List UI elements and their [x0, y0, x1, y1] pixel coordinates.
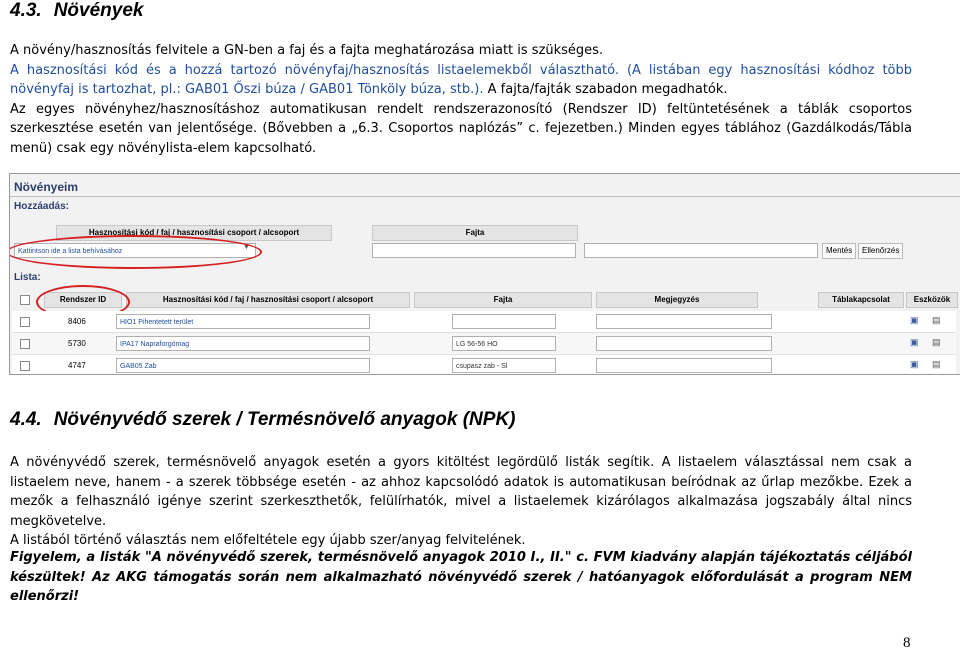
note-input[interactable]	[584, 243, 818, 258]
variety-input[interactable]	[372, 243, 576, 258]
crop-select-input[interactable]: Kattintson ide a lista behívásához	[14, 243, 256, 258]
paragraph-line	[10, 61, 912, 100]
table-row	[12, 355, 956, 375]
list-header-variety: Fajta	[414, 292, 592, 308]
paragraph: A listából történő választás nem előfeltétele egy újabb szer/anyag felvitelének.	[10, 533, 526, 549]
panel-title: Növényeim	[14, 180, 79, 194]
section-4-4-text	[10, 453, 912, 551]
black-text: A fajta/fajták szabadon megadhatók.	[483, 82, 728, 98]
warning-text: Figyelem, a listák "A növényvédő szerek, termésnövelő anyagok 2010 I., II." c. FVM kiadvány alapján tájékoztatás céljából készültek! Az AKG támogatás során nem alkalmazható növényvédő szerek / hatóanyagok előfordulását a program NEM ellenőrzi!	[10, 550, 912, 605]
row-variety-input[interactable]: csupasz zab - Sl	[452, 358, 556, 373]
section-title: Növényvédő szerek / Termésnövelő anyagok (NPK)	[53, 409, 516, 430]
section-heading-4-4	[10, 409, 516, 431]
section-title: Növények	[53, 0, 144, 21]
section-heading-4-3	[10, 0, 143, 22]
section-number: 4.4.	[10, 409, 42, 430]
select-all-checkbox[interactable]	[20, 295, 30, 305]
save-icon[interactable]: ▣	[910, 359, 919, 369]
page-number: 8	[903, 635, 911, 651]
row-crop-input[interactable]: IPA17 Napraforgómag	[116, 336, 370, 351]
blue-text: A hasznosítási kód és a hozzá tartozó növényfaj/hasznosítás listaelemekből választható. (A listában egy hasznosítási kódhoz több növényfaj is tartozhat, pl.: GAB01 Őszi búza / GAB01 Tönköly búza, stb.).	[10, 62, 912, 98]
list-header-crop: Hasznosítási kód / faj / hasznosítási csoport / alcsoport	[126, 292, 410, 308]
paragraph-line: Az egyes növényhez/hasznosításhoz automatikusan rendelt rendszerazonosító (Rendszer ID) feltüntetésének a táblák csoportos szerkesztése esetén van jelentősége. (Bővebben a „6.3. Csoportos naplózás” c. fejezetben.) Minden egyes táblához (Gazdálkodás/Tábla menü) csak egy növénylista-elem kapcsolható.	[10, 101, 912, 156]
chevron-down-icon[interactable]: ▼	[243, 244, 250, 251]
row-checkbox[interactable]	[20, 361, 30, 371]
row-note-input[interactable]	[596, 314, 772, 329]
row-crop-input[interactable]: GAB05 Zab	[116, 358, 370, 373]
save-icon[interactable]: ▣	[910, 315, 919, 325]
highlight-oval	[9, 235, 262, 269]
list-header-field-link: Táblakapcsolat	[818, 292, 904, 308]
app-screenshot	[9, 173, 960, 375]
add-label: Hozzáadás:	[14, 201, 70, 212]
row-system-id: 5730	[68, 339, 86, 348]
paragraph: A növényvédő szerek, termésnövelő anyagok esetén a gyors kitöltést legördülő listák segítik. A listaelem választással nem csak a listaelem neve, hanem - a szerek többsége esetén - az ahhoz kapcsolódó adatok is automatikusan beíródnak az űrlap mezőkbe. Ezek a mezők a felhasználó igénye szerint szerkeszthetők, felülírhatók, mivel a listaelemek kizárólagos alkalmazása jogszabály által nincs megkövetelve.	[10, 455, 912, 529]
section-number: 4.3.	[10, 0, 42, 21]
row-note-input[interactable]	[596, 358, 772, 373]
list-header-note: Megjegyzés	[596, 292, 758, 308]
row-system-id: 4747	[68, 361, 86, 370]
save-icon[interactable]: ▣	[910, 337, 919, 347]
list-header-system-id: Rendszer ID	[44, 292, 122, 308]
row-checkbox[interactable]	[20, 317, 30, 327]
list-label: Lista:	[14, 272, 41, 283]
lock-icon[interactable]: ▤	[932, 359, 941, 369]
row-variety-input[interactable]	[452, 314, 556, 329]
list-header-tools: Eszközök	[906, 292, 958, 308]
add-header-crop: Hasznosítási kód / faj / hasznosítási csoport / alcsoport	[56, 225, 332, 241]
row-checkbox[interactable]	[20, 339, 30, 349]
delete-icon[interactable]: ▤	[932, 315, 941, 325]
table-row	[12, 311, 956, 333]
check-button[interactable]: Ellenőrzés	[858, 243, 903, 259]
add-header-variety: Fajta	[372, 225, 578, 241]
row-variety-input[interactable]: LG 56-56 HO	[452, 336, 556, 351]
row-crop-input[interactable]: HIO1 Pihentetett terület	[116, 314, 370, 329]
table-row	[12, 333, 956, 355]
lock-icon[interactable]: ▤	[932, 337, 941, 347]
row-note-input[interactable]	[596, 336, 772, 351]
row-system-id: 8406	[68, 317, 86, 326]
paragraph-line: A növény/hasznosítás felvitele a GN-ben a faj és a fajta meghatározása miatt is szükséges.	[10, 43, 604, 58]
section-4-3-text	[10, 41, 912, 159]
save-button[interactable]: Mentés	[822, 243, 856, 259]
